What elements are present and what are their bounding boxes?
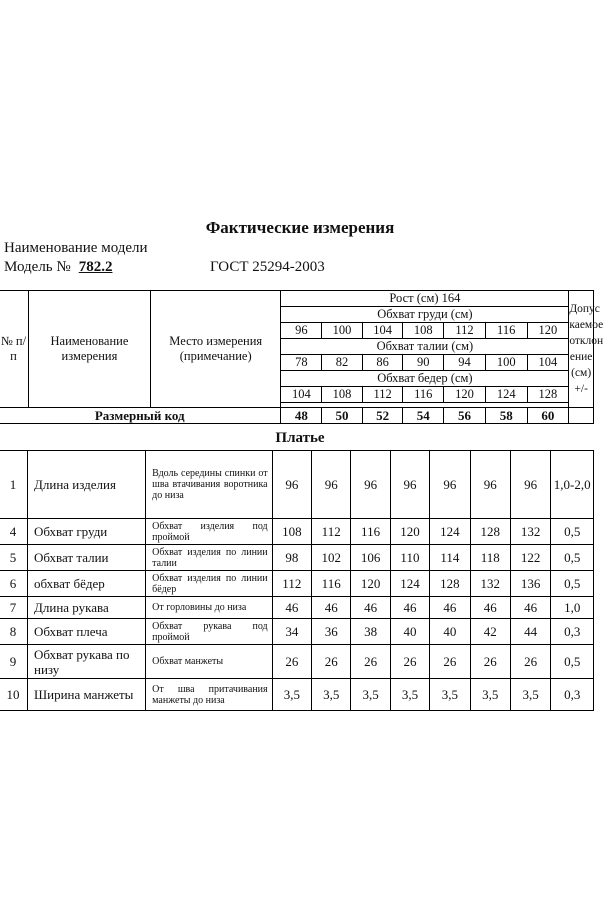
measurement-row bbox=[0, 679, 594, 711]
bust-value: 108 bbox=[403, 323, 444, 339]
row-number: 8 bbox=[0, 619, 28, 645]
tolerance-value: 0,5 bbox=[551, 519, 594, 545]
measurement-value: 106 bbox=[351, 545, 390, 571]
measurement-value: 36 bbox=[312, 619, 351, 645]
measurement-value: 26 bbox=[272, 645, 311, 679]
row-number: 5 bbox=[0, 545, 28, 571]
tolerance-value: 1,0 bbox=[551, 597, 594, 619]
measurement-value: 120 bbox=[351, 571, 390, 597]
measurement-value: 110 bbox=[390, 545, 429, 571]
measurement-value: 46 bbox=[430, 597, 470, 619]
measurement-value: 26 bbox=[351, 645, 390, 679]
measurement-name: Обхват талии bbox=[28, 545, 146, 571]
measurement-value: 40 bbox=[430, 619, 470, 645]
hips-value: 128 bbox=[527, 387, 569, 403]
measurement-value: 3,5 bbox=[510, 679, 550, 711]
measurement-name: обхват бёдер bbox=[28, 571, 146, 597]
size-chart-header-table bbox=[0, 290, 603, 424]
measurement-name: Обхват рукава по низу bbox=[28, 645, 146, 679]
measurement-place: От горловины до низа bbox=[146, 597, 272, 619]
measurement-value: 3,5 bbox=[351, 679, 390, 711]
model-name-label: Наименование модели bbox=[4, 240, 148, 256]
measurement-name: Обхват плеча bbox=[28, 619, 146, 645]
measurement-value: 46 bbox=[390, 597, 429, 619]
tolerance-value: 1,0-2,0 bbox=[551, 451, 594, 519]
row-number: 4 bbox=[0, 519, 28, 545]
size-code-value: 60 bbox=[527, 408, 569, 424]
height-header: Рост (см) 164 bbox=[281, 291, 569, 307]
waist-value: 86 bbox=[362, 355, 403, 371]
measurement-value: 112 bbox=[272, 571, 311, 597]
measurement-value: 26 bbox=[312, 645, 351, 679]
size-code-label: Размерный код bbox=[0, 408, 281, 424]
measurement-row bbox=[0, 545, 594, 571]
measurement-value: 124 bbox=[390, 571, 429, 597]
measurement-value: 3,5 bbox=[390, 679, 429, 711]
measurement-value: 120 bbox=[390, 519, 429, 545]
row-number: 10 bbox=[0, 679, 28, 711]
bust-value: 112 bbox=[444, 323, 486, 339]
measurement-row bbox=[0, 619, 594, 645]
model-number: 782.2 bbox=[78, 259, 113, 275]
measurement-place: Обхват рукава под проймой bbox=[146, 619, 272, 645]
measurement-value: 98 bbox=[272, 545, 311, 571]
measurement-value: 118 bbox=[470, 545, 510, 571]
measurement-value: 132 bbox=[510, 519, 550, 545]
measurement-value: 3,5 bbox=[272, 679, 311, 711]
measurement-value: 46 bbox=[470, 597, 510, 619]
col-no-header: № п/п bbox=[0, 291, 28, 408]
size-code-value: 56 bbox=[444, 408, 486, 424]
measurement-value: 112 bbox=[312, 519, 351, 545]
waist-value: 82 bbox=[322, 355, 363, 371]
measurement-value: 3,5 bbox=[430, 679, 470, 711]
measurement-value: 26 bbox=[470, 645, 510, 679]
section-title: Платье bbox=[275, 430, 325, 446]
measurement-value: 116 bbox=[312, 571, 351, 597]
measurement-value: 96 bbox=[351, 451, 390, 519]
measurement-value: 26 bbox=[430, 645, 470, 679]
page-title: Фактические измерения bbox=[205, 218, 395, 237]
measurement-value: 46 bbox=[351, 597, 390, 619]
measurement-value: 96 bbox=[470, 451, 510, 519]
measurement-value: 122 bbox=[510, 545, 550, 571]
measurement-place: Обхват манжеты bbox=[146, 645, 272, 679]
measurement-row bbox=[0, 597, 594, 619]
measurement-value: 44 bbox=[510, 619, 550, 645]
measurement-value: 128 bbox=[470, 519, 510, 545]
measurement-value: 26 bbox=[510, 645, 550, 679]
bust-header: Обхват груди (см) bbox=[281, 307, 569, 323]
measurement-row bbox=[0, 519, 594, 545]
measurement-name: Обхват груди bbox=[28, 519, 146, 545]
measurement-value: 124 bbox=[430, 519, 470, 545]
hips-value: 112 bbox=[362, 387, 403, 403]
measurement-value: 108 bbox=[272, 519, 311, 545]
measurement-value: 96 bbox=[312, 451, 351, 519]
measurement-value: 128 bbox=[430, 571, 470, 597]
measurement-value: 96 bbox=[510, 451, 550, 519]
waist-value: 78 bbox=[281, 355, 322, 371]
tolerance-value: 0,5 bbox=[551, 645, 594, 679]
waist-value: 94 bbox=[444, 355, 486, 371]
bust-value: 104 bbox=[362, 323, 403, 339]
measurement-row bbox=[0, 645, 594, 679]
bust-value: 120 bbox=[527, 323, 569, 339]
measurement-row bbox=[0, 451, 594, 519]
tolerance-value: 0,3 bbox=[551, 679, 594, 711]
measurement-place: Обхват изделия по линии талии bbox=[146, 545, 272, 571]
measurement-value: 136 bbox=[510, 571, 550, 597]
measurement-value: 96 bbox=[390, 451, 429, 519]
row-number: 9 bbox=[0, 645, 28, 679]
waist-value: 104 bbox=[527, 355, 569, 371]
size-code-value: 54 bbox=[403, 408, 444, 424]
gost-standard: ГОСТ 25294-2003 bbox=[210, 259, 325, 275]
measurement-name: Длина рукава bbox=[28, 597, 146, 619]
measurement-row bbox=[0, 571, 594, 597]
measurement-place: От шва притачивания манжеты до низа bbox=[146, 679, 272, 711]
bust-value: 100 bbox=[322, 323, 363, 339]
size-code-row bbox=[0, 408, 594, 424]
tolerance-value: 0,5 bbox=[551, 545, 594, 571]
measurement-value: 96 bbox=[272, 451, 311, 519]
model-number-label: Модель № bbox=[4, 259, 71, 275]
col-place-header: Место измерения (примечание) bbox=[150, 291, 281, 408]
measurements-table bbox=[0, 450, 594, 711]
size-code-value: 50 bbox=[322, 408, 363, 424]
size-code-value: 58 bbox=[485, 408, 527, 424]
row-number: 6 bbox=[0, 571, 28, 597]
tolerance-value: 0,5 bbox=[551, 571, 594, 597]
size-code-value: 48 bbox=[281, 408, 322, 424]
measurement-name: Ширина манжеты bbox=[28, 679, 146, 711]
measurement-value: 38 bbox=[351, 619, 390, 645]
measurement-value: 34 bbox=[272, 619, 311, 645]
measurement-value: 96 bbox=[430, 451, 470, 519]
tolerance-value: 0,3 bbox=[551, 619, 594, 645]
measurement-place: Обхват изделия под проймой bbox=[146, 519, 272, 545]
waist-header: Обхват талии (см) bbox=[281, 339, 569, 355]
measurement-value: 3,5 bbox=[470, 679, 510, 711]
waist-value: 100 bbox=[485, 355, 527, 371]
hips-header: Обхват бедер (см) bbox=[281, 371, 569, 387]
measurement-value: 132 bbox=[470, 571, 510, 597]
row-number: 1 bbox=[0, 451, 28, 519]
measurement-value: 102 bbox=[312, 545, 351, 571]
hips-value: 104 bbox=[281, 387, 322, 403]
measurement-value: 46 bbox=[510, 597, 550, 619]
measurement-value: 46 bbox=[272, 597, 311, 619]
measurement-value: 116 bbox=[351, 519, 390, 545]
measurement-place: Обхват изделия по линии бёдер bbox=[146, 571, 272, 597]
measurement-value: 26 bbox=[390, 645, 429, 679]
hips-value: 116 bbox=[403, 387, 444, 403]
measurement-value: 46 bbox=[312, 597, 351, 619]
measurement-value: 3,5 bbox=[312, 679, 351, 711]
model-number-line bbox=[4, 259, 112, 276]
measurement-place: Вдоль середины спинки от шва втачивания воротника до низа bbox=[146, 451, 272, 519]
col-tolerance-header: Допус каемое отклон ение (см) +/- bbox=[569, 291, 594, 408]
measurement-name: Длина изделия bbox=[28, 451, 146, 519]
bust-value: 116 bbox=[485, 323, 527, 339]
hips-value: 108 bbox=[322, 387, 363, 403]
size-code-value: 52 bbox=[362, 408, 403, 424]
measurement-value: 40 bbox=[390, 619, 429, 645]
col-name-header: Наименование измерения bbox=[28, 291, 150, 408]
bust-value: 96 bbox=[281, 323, 322, 339]
hips-value: 120 bbox=[444, 387, 486, 403]
hips-value: 124 bbox=[485, 387, 527, 403]
waist-value: 90 bbox=[403, 355, 444, 371]
row-number: 7 bbox=[0, 597, 28, 619]
measurement-value: 114 bbox=[430, 545, 470, 571]
measurement-value: 42 bbox=[470, 619, 510, 645]
